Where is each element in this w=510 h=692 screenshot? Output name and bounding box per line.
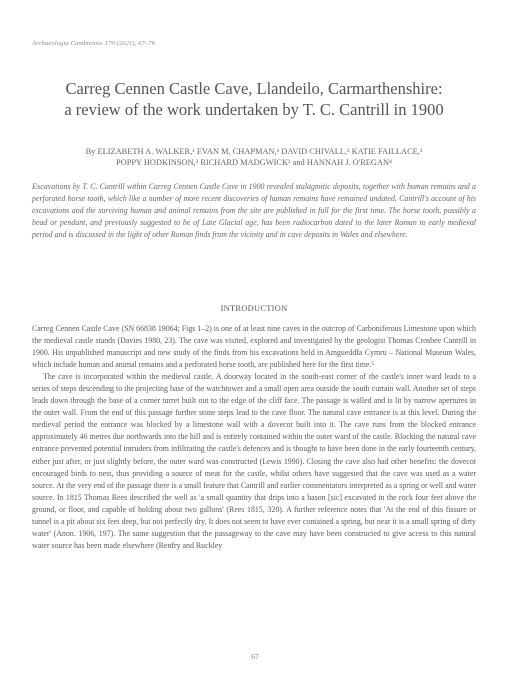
paragraph: The cave is incorporated within the medieval castle. A doorway located in the south-east corner of the castle's inner ward leads to a series of steps descending to the projecting base of the watchtower and a small open area outside the south curtain wall. Another set of steps leads down through the base of a corner turret built out to the edge of the cliff face. The passage is walled and is lit by narrow apertures in the outer wall. From the end of this passage further stone steps lead to the cave floor. The natural cave entrance is at this level. During the medieval period the entrance was blocked by a limestone wall with a dovecot built into it. The cave runs from the blocked entrance approximately 46 metres due northwards into the hill and is entirely contained within the outer ward of the castle. Blocking the natural cave entrance prevented potential intruders from infiltrating the castle's defences and is thought to have been done in the early fourteenth century, either just after, or just slightly before, the outer ward was constructed (Lewis 1990). Closing the cave also had other benefits: the dovecot encouraged birds to nest, thus providing a source of meat for the castle, whilst others have suggested that the cave was used as a water source. At the very end of the passage there is a small feature that Cantrill and earlier commentators interpreted as a spring or well and water source. In 1815 Thomas Rees described the well as 'a small quantity that drips into a bason [sic] excavated in the rock four feet above the ground, or floor, and capable of holding about two gallons' (Rees 1815, 320). A further reference notes that 'At the end of this fissure or tunnel is a pit about six feet deep, but not perfectly dry. It does not seem to have ever contained a spring, but near it is a small spring of dirty water' (Anon. 1906, 197). The same suggestion that the passageway to the cave may have been constructed to give access to this natural water source has been made elsewhere (Renfry and Ruckley (32, 372, 476, 550)
body-text (32, 323, 476, 552)
title-line-1: Carreg Cennen Castle Cave, Llandeilo, Carmarthenshire: (65, 79, 443, 98)
article-title (32, 78, 476, 120)
authors-line-2: POPPY HODKINSON,³ RICHARD MADGWICK³ and HANNAH J. O'REGAN⁴ (116, 158, 392, 168)
author-list (32, 146, 476, 168)
title-line-2: a review of the work undertaken by T. C. Cantrill in 1900 (64, 100, 444, 119)
section-heading: INTRODUCTION (220, 304, 288, 313)
abstract: Excavations by T. C. Cantrill within Carreg Cennen Castle Cave in 1900 revealed stalagmitic deposits, together with human remains and a perforated horse tooth, which like a number of more recent discoveries of human remains have remained undated. Cantrill's account of his excavations and the surviving human and animal remains from the site are published in full for the first time. The horse tooth, possibly a bead or pendant, and previously suggested to be of Late Glacial age, has been radiocarbon dated to the later Roman to early medieval period and is discussed in the light of other Roman finds from the vicinity and in cave deposits in Wales and elsewhere. (32, 182, 476, 239)
running-head: Archaeologia Cambrensis 170 (2021), 67–76 (32, 40, 156, 47)
authors-line-1: By ELIZABETH A. WALKER,¹ EVAN M. CHAPMAN,¹ DAVID CHIVALL,² KATIE FAILLACE,² (85, 147, 423, 156)
page-number: 67 (251, 652, 259, 661)
paragraph: Carreg Cennen Castle Cave (SN 66838 19064; Figs 1–2) is one of at least nine caves in the outcrop of Carboniferous Limestone upon which the medieval castle stands (Davies 1980, 23). The cave was visited, explored and investigated by the geologist Thomas Crosbee Cantrill in 1900. His unpublished manuscript and new study of the finds from his excavations held in Amgueddfa Cymru – National Museum Wales, which include human and animal remains and a perforated horse tooth, are published here for the first time.⁵ (32, 324, 476, 370)
